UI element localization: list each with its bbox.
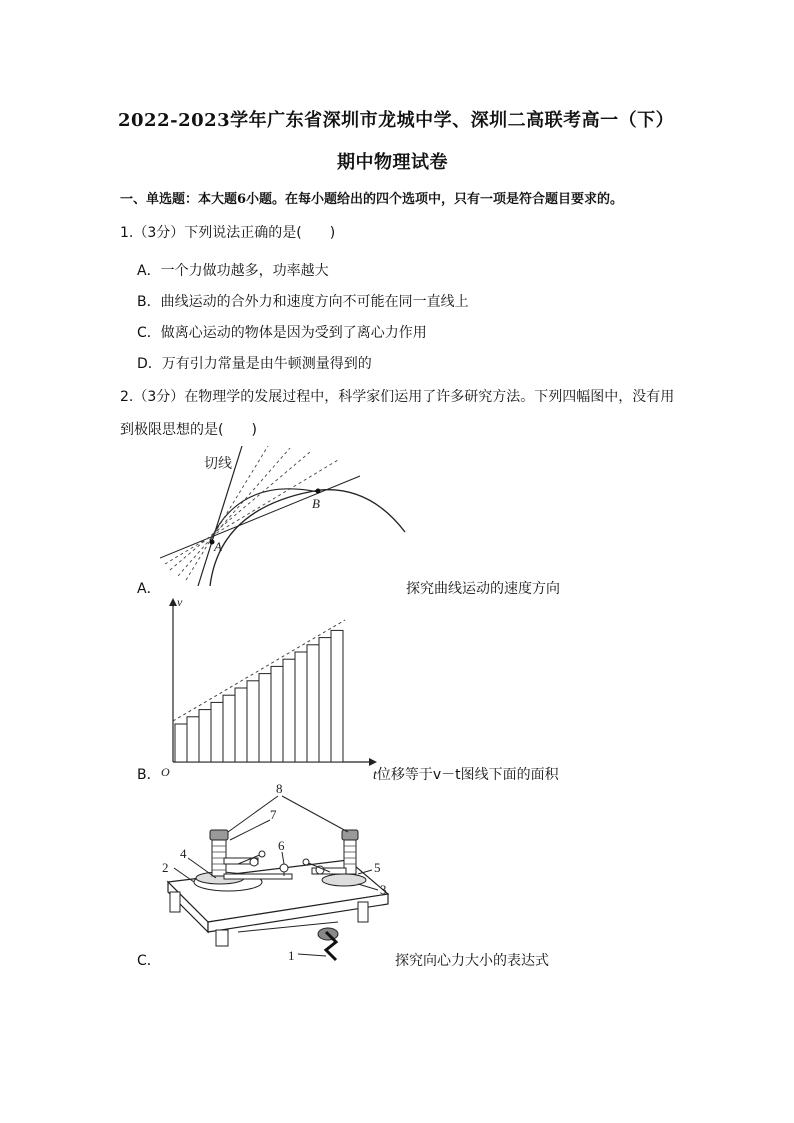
- vt-bar: [247, 681, 259, 762]
- label-2: 2: [162, 860, 169, 875]
- label-6: 6: [278, 838, 285, 853]
- y-axis-label: v: [177, 595, 183, 609]
- figure-b-vt-diagram: [155, 594, 385, 784]
- q1-option-d[interactable]: D．万有引力常量是由牛顿测量得到的: [137, 356, 372, 372]
- left-ball: [250, 858, 258, 866]
- vt-bar: [271, 666, 283, 762]
- figure-b-caption-text: 位移等于v－t图线下面的面积: [376, 767, 559, 783]
- leg-3: [358, 902, 368, 922]
- question-2-stem-line2: 到极限思想的是( ): [120, 422, 257, 438]
- tangent-label: 切线: [204, 457, 232, 472]
- figure-c-caption: 探究向心力大小的表达式: [395, 953, 549, 969]
- vt-bar: [283, 659, 295, 762]
- point-b-label: B: [312, 496, 320, 511]
- label-3: 3: [380, 882, 387, 897]
- figure-b-caption: [373, 764, 559, 784]
- leader-7: [230, 820, 270, 840]
- figure-a-caption: 探究曲线运动的速度方向: [406, 581, 560, 597]
- vt-bar: [187, 717, 199, 762]
- leg-2: [216, 930, 228, 946]
- left-groove: [224, 874, 292, 879]
- question-1-stem: 1.（3分）下列说法正确的是( ): [120, 225, 336, 241]
- leader-6: [282, 852, 284, 864]
- label-7: 7: [270, 807, 277, 822]
- secant-ab-line: [160, 476, 360, 558]
- q1-option-b[interactable]: B．曲线运动的合外力和速度方向不可能在同一直线上: [137, 294, 469, 310]
- vt-bar: [175, 724, 187, 762]
- q2-option-a-label[interactable]: A．: [137, 581, 161, 597]
- figure-c-centripetal-apparatus: [158, 782, 394, 968]
- label-5: 5: [374, 860, 381, 875]
- vt-bar: [319, 638, 331, 762]
- x-axis-label: t: [373, 768, 377, 783]
- bars-group: [175, 630, 343, 762]
- label-8: 8: [276, 782, 283, 796]
- vt-bar: [223, 695, 235, 762]
- right-lever-pivot: [303, 859, 309, 865]
- q1-option-a[interactable]: A．一个力做功越多，功率越大: [137, 263, 329, 279]
- leg-1: [170, 892, 180, 912]
- vt-bar: [235, 688, 247, 762]
- vt-bar: [259, 674, 271, 762]
- vt-bar: [331, 630, 343, 762]
- vt-bar: [295, 652, 307, 762]
- question-2-stem-line1: 2.（3分）在物理学的发展过程中，科学家们运用了许多研究方法。下列四幅图中，没有用: [120, 389, 675, 405]
- vt-bar: [307, 645, 319, 762]
- left-tower-cap: [210, 830, 228, 840]
- vt-bar: [211, 702, 223, 762]
- point-b-dot: [316, 489, 321, 494]
- origin-label: O: [161, 765, 170, 779]
- q1-option-c[interactable]: C．做离心运动的物体是因为受到了离心力作用: [137, 325, 427, 341]
- section-heading: 一、单选题：本大题6小题。在每小题给出的四个选项中，只有一项是符合题目要求的。: [120, 192, 624, 207]
- secant-dashed-2: [170, 452, 310, 570]
- point-a-label: A: [214, 539, 222, 554]
- ball-6: [280, 864, 288, 872]
- label-4: 4: [180, 846, 187, 861]
- vt-bar: [199, 710, 211, 762]
- left-lever-pivot: [259, 851, 265, 857]
- leader-1: [298, 954, 326, 956]
- q2-option-b-label[interactable]: B．: [137, 767, 161, 783]
- page-title-line1: 2022-2023学年广东省深圳市龙城中学、深圳二高联考高一（下）: [118, 110, 675, 131]
- label-1: 1: [288, 948, 295, 963]
- figure-a-tangent-diagram: [160, 446, 410, 586]
- right-tower-cap: [342, 830, 358, 840]
- page-title-line2: 期中物理试卷: [337, 152, 448, 173]
- secant-dashed-1: [165, 460, 338, 564]
- leader-8b: [282, 796, 348, 832]
- q2-option-c-label[interactable]: C．: [137, 953, 161, 969]
- y-axis-arrow: [169, 598, 177, 606]
